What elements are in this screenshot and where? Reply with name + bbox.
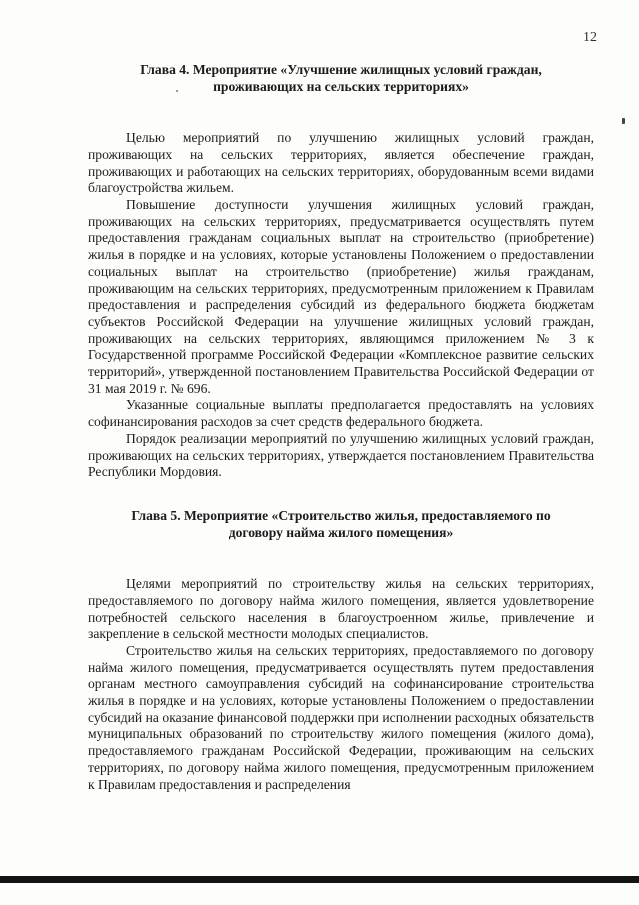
chapter-4 — [88, 62, 594, 481]
chapter-4-paragraph: Целью мероприятий по улучшению жилищных условий граждан, проживающих на сельских территориях, является обеспечение граждан, проживающих и работающих на сельских территориях, оборудованным всеми видами благоустройства жильем. — [88, 130, 594, 196]
chapter-5-title-line2: договору найма жилого помещения» — [228, 524, 454, 540]
chapter-4-title-line2: проживающих на сельских территориях» — [213, 78, 469, 94]
chapter-4-paragraph: Порядок реализации мероприятий по улучшению жилищных условий граждан, проживающих на сельских территориях, утверждается постановлением Правительства Республики Мордовия. — [88, 430, 594, 480]
chapter-4-paragraph: Указанные социальные выплаты предполагается предоставлять на условиях софинансирования расходов за счет средств федерального бюджета. — [88, 397, 594, 430]
chapter-5-paragraph: Строительство жилья на сельских территориях, предоставляемого по договору найма жилого помещения, предусматривается осуществлять путем предоставления органам местного самоуправления субсидий на софинансирование строительства жилья в порядке и на условиях, которые установлены Положением о предоставлении субсидий на оказание финансовой поддержки при исполнении расходных обязательств муниципальных образований по строительству жилого помещения (жилого дома), предоставляемого гражданам Российской Федерации, проживающим на сельских территориях, по договору найма жилого помещения, предусмотренным приложением к Правилам предоставления и распределения — [88, 642, 594, 792]
page-number: 12 — [583, 30, 597, 45]
chapter-4-title-line1: Глава 4. Мероприятие «Улучшение жилищных условий граждан, — [140, 62, 542, 77]
scan-bottom-edge — [0, 876, 639, 883]
chapter-4-title — [88, 62, 594, 95]
scan-artifact — [622, 118, 625, 124]
chapter-5-title-line1: Глава 5. Мероприятие «Строительство жилья, предоставляемого по — [131, 507, 551, 523]
chapter-4-paragraph: Повышение доступности улучшения жилищных условий граждан, проживающих на сельских территориях, предусматривается осуществлять путем предоставления гражданам социальных выплат на строительство (приобретение) жилья в порядке и на условиях, которые установлены Положением о предоставлении социальных выплат на строительство (приобретение) жилья гражданам, проживающим на сельских территориях, предусмотренным приложением к Правилам предоставления и распределения субсидий из федерального бюджета бюджетам субъектов Российской Федерации на улучшение жилищных условий граждан, проживающих на сельских территориях, являющимся приложением № 3 к Государственной программе Российской Федерации «Комплексное развитие сельских территорий», утвержденной постановлением Правительства Российской Федерации от 31 мая 2019 г. № 696. — [88, 197, 594, 396]
chapter-5-paragraph: Целями мероприятий по строительству жилья на сельских территориях, предоставляемого по договору найма жилого помещения, является удовлетворение потребностей сельского населения в благоустроенном жилье, привлечение и закрепление в сельской местности молодых специалистов. — [88, 576, 594, 642]
chapter-5 — [88, 508, 594, 793]
document-body — [88, 62, 594, 793]
chapter-5-title — [88, 508, 594, 541]
